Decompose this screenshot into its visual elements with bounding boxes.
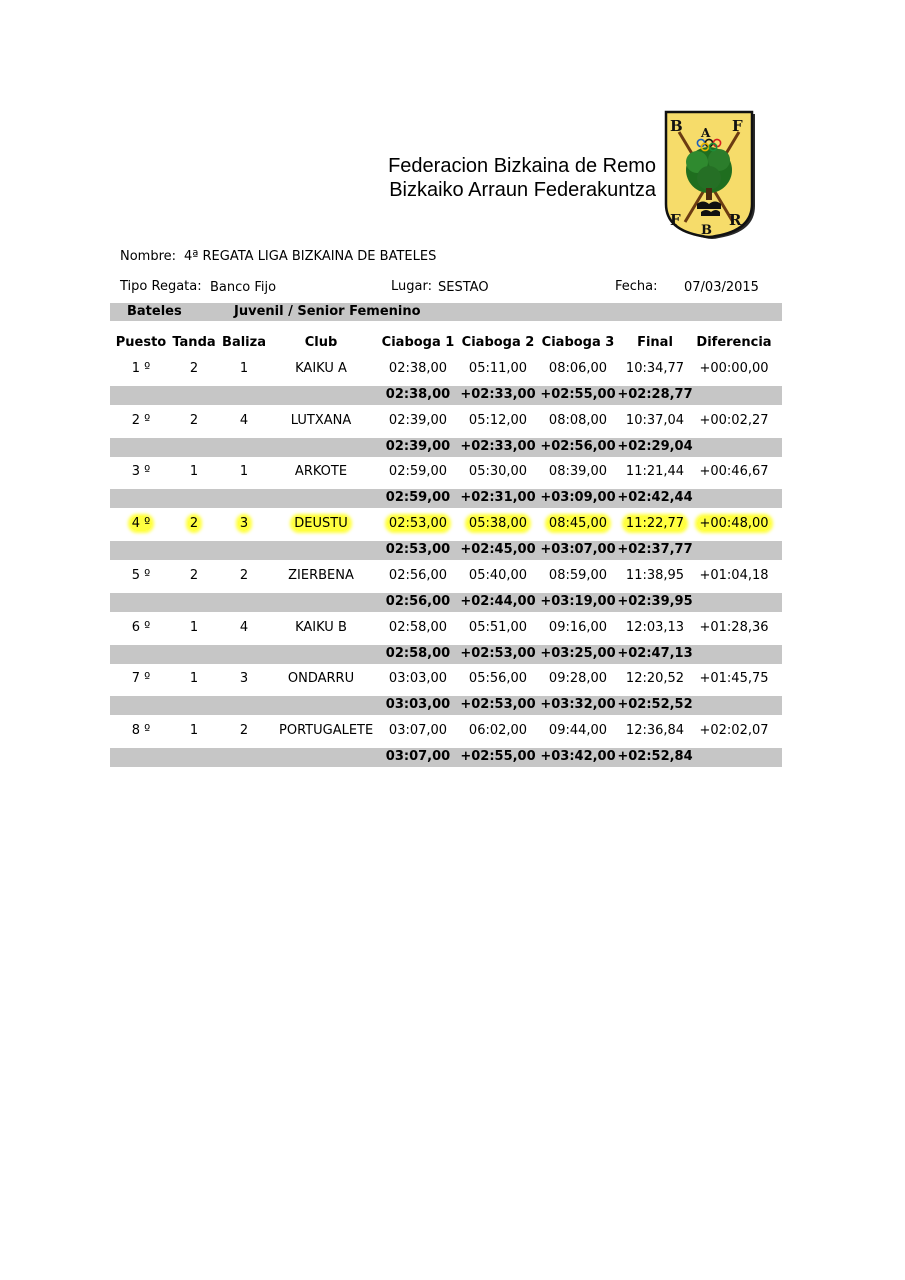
- row-7-col-tanda: 1: [189, 671, 199, 687]
- row-7-col-final: 12:20,52: [625, 671, 685, 687]
- row-2-col-ciaboga-3: 08:08,00: [548, 412, 608, 428]
- row-1-col-club: KAIKU A: [295, 361, 347, 376]
- row-8-col-tanda: 1: [189, 722, 199, 738]
- row-5-col-ciaboga-1: 02:56,00: [388, 567, 448, 583]
- row-3-col-ciaboga-2: 05:30,00: [468, 464, 528, 480]
- federation-name-spanish: Federacion Bizkaina de Remo: [388, 155, 656, 177]
- row-8-col-ciaboga-1: 03:07,00: [388, 722, 448, 738]
- header-col-puesto: Puesto: [115, 335, 167, 350]
- logo-letter-b-top: B: [670, 117, 683, 135]
- row-3-partial-1: 02:59,00: [385, 490, 451, 506]
- row-4-col-baliza: [202, 516, 286, 532]
- nombre-value: 4ª REGATA LIGA BIZKAINA DE BATELES: [184, 249, 437, 264]
- row-3-col-puesto: 3 º: [131, 464, 151, 480]
- category-band: [110, 303, 782, 321]
- row-4-col-club: [279, 516, 363, 532]
- header-col-tanda: Tanda: [172, 335, 216, 350]
- highlight-mark: 11:22,77: [625, 516, 685, 532]
- row-3-partial-2: +02:31,00: [460, 490, 536, 506]
- row-6-col-diferencia: +01:28,36: [699, 619, 769, 635]
- row-5-partial-1: 02:56,00: [385, 593, 451, 609]
- row-5-col-ciaboga-2: 05:40,00: [468, 567, 528, 583]
- nombre-label: Nombre:: [120, 249, 177, 264]
- row-5-col-ciaboga-3: 08:59,00: [548, 567, 608, 583]
- tipo-regata-value: Banco Fijo: [210, 280, 277, 295]
- row-1-col-ciaboga-3: 08:06,00: [548, 361, 608, 376]
- header-col-diferencia: Diferencia: [696, 335, 772, 350]
- logo-letter-b-bottom: B: [701, 223, 712, 238]
- row-2-col-ciaboga-2: 05:12,00: [468, 412, 528, 428]
- row-4-partial-2: +02:45,00: [460, 542, 536, 558]
- row-3-partial-4: +02:42,44: [617, 490, 693, 506]
- row-4-col-diferencia: [692, 516, 776, 532]
- row-3-col-tanda: 1: [189, 464, 199, 480]
- row-7-partial-1: 03:03,00: [385, 697, 451, 713]
- highlight-mark: 08:45,00: [548, 516, 608, 532]
- row-7-partial-3: +03:32,00: [540, 697, 616, 713]
- row-2-partial-3: +02:56,00: [540, 438, 616, 454]
- header-col-final: Final: [637, 335, 673, 350]
- federation-name-basque: Bizkaiko Arraun Federakuntza: [389, 179, 656, 201]
- row-6-col-ciaboga-3: 09:16,00: [548, 619, 608, 635]
- row-1-partial-2: +02:33,00: [460, 387, 536, 402]
- tipo-regata-label: Tipo Regata:: [120, 279, 202, 294]
- row-7-col-baliza: 3: [239, 671, 249, 687]
- row-2-col-club: LUTXANA: [290, 412, 352, 428]
- row-1-partial-3: +02:55,00: [540, 387, 616, 402]
- highlight-mark: 05:38,00: [468, 516, 528, 532]
- row-8-col-club: PORTUGALETE: [279, 722, 374, 738]
- row-6-partial-2: +02:53,00: [460, 645, 536, 661]
- row-3-col-final: 11:21,44: [625, 464, 685, 480]
- row-1-col-tanda: 2: [189, 361, 199, 376]
- row-1-partial-4: +02:28,77: [617, 387, 693, 402]
- lugar-value: SESTAO: [438, 280, 489, 295]
- row-8-col-ciaboga-2: 06:02,00: [468, 722, 528, 738]
- row-8-col-final: 12:36,84: [625, 722, 685, 738]
- row-2-partial-4: +02:29,04: [617, 438, 693, 454]
- row-1-partial-1: 02:38,00: [385, 387, 451, 402]
- row-6-partial-3: +03:25,00: [540, 645, 616, 661]
- row-8-col-diferencia: +02:02,07: [699, 722, 769, 738]
- row-5-col-diferencia: +01:04,18: [699, 567, 769, 583]
- row-5-col-tanda: 2: [189, 567, 199, 583]
- row-5-col-baliza: 2: [239, 567, 249, 583]
- row-6-partial-4: +02:47,13: [617, 645, 693, 661]
- row-5-partial-3: +03:19,00: [540, 593, 616, 609]
- row-1-col-ciaboga-1: 02:38,00: [388, 361, 448, 376]
- fecha-value: 07/03/2015: [684, 280, 759, 295]
- row-4-col-final: [613, 516, 697, 532]
- row-4-col-ciaboga-2: [456, 516, 540, 532]
- federation-logo: [663, 110, 759, 242]
- row-3-col-ciaboga-1: 02:59,00: [388, 464, 448, 480]
- highlight-mark: 2: [189, 516, 199, 532]
- row-5-col-puesto: 5 º: [131, 567, 151, 583]
- row-6-col-final: 12:03,13: [625, 619, 685, 635]
- row-2-col-final: 10:37,04: [625, 412, 685, 428]
- row-1-col-final: 10:34,77: [625, 361, 685, 376]
- row-6-col-puesto: 6 º: [131, 619, 151, 635]
- row-8-col-ciaboga-3: 09:44,00: [548, 722, 608, 738]
- row-8-partial-4: +02:52,84: [617, 748, 693, 764]
- row-3-col-club: ARKOTE: [294, 464, 348, 480]
- row-7-partial-2: +02:53,00: [460, 697, 536, 713]
- row-8-partial-3: +03:42,00: [540, 748, 616, 764]
- row-1-col-puesto: 1 º: [131, 361, 151, 376]
- row-4-col-ciaboga-1: [376, 516, 460, 532]
- lugar-label: Lugar:: [391, 279, 432, 294]
- logo-letter-f-bottom: F: [670, 211, 681, 229]
- row-6-col-ciaboga-1: 02:58,00: [388, 619, 448, 635]
- header-col-ciaboga-1: Ciaboga 1: [381, 335, 455, 350]
- row-2-partial-1: 02:39,00: [385, 438, 451, 454]
- row-4-partial-1: 02:53,00: [385, 542, 451, 558]
- row-7-col-ciaboga-1: 03:03,00: [388, 671, 448, 687]
- row-3-col-ciaboga-3: 08:39,00: [548, 464, 608, 480]
- row-2-col-puesto: 2 º: [131, 412, 151, 428]
- row-2-col-ciaboga-1: 02:39,00: [388, 412, 448, 428]
- row-6-col-ciaboga-2: 05:51,00: [468, 619, 528, 635]
- header-col-club: Club: [304, 335, 338, 350]
- row-8-partial-1: 03:07,00: [385, 748, 451, 764]
- row-7-col-club: ONDARRU: [287, 671, 355, 687]
- fecha-label: Fecha:: [615, 279, 658, 294]
- row-4-col-ciaboga-3: [536, 516, 620, 532]
- row-3-partial-3: +03:09,00: [540, 490, 616, 506]
- row-8-partial-2: +02:55,00: [460, 748, 536, 764]
- row-7-partial-4: +02:52,52: [617, 697, 693, 713]
- row-6-col-tanda: 1: [189, 619, 199, 635]
- logo-letter-f-top: F: [732, 117, 743, 135]
- row-8-col-baliza: 2: [239, 722, 249, 738]
- row-8-col-puesto: 8 º: [131, 722, 151, 738]
- row-6-col-baliza: 4: [239, 619, 249, 635]
- row-7-col-ciaboga-2: 05:56,00: [468, 671, 528, 687]
- highlight-mark: DEUSTU: [294, 516, 348, 532]
- logo-letter-a-top: A: [701, 126, 711, 140]
- row-1-col-baliza: 1: [239, 361, 249, 376]
- row-7-col-ciaboga-3: 09:28,00: [548, 671, 608, 687]
- highlight-mark: 02:53,00: [388, 516, 448, 532]
- header-col-ciaboga-3: Ciaboga 3: [541, 335, 615, 350]
- row-7-col-diferencia: +01:45,75: [699, 671, 769, 687]
- row-5-col-club: ZIERBENA: [288, 567, 354, 583]
- row-1-col-ciaboga-2: 05:11,00: [468, 361, 528, 376]
- category-boat: Bateles: [127, 304, 182, 319]
- row-1-col-diferencia: +00:00,00: [699, 361, 769, 376]
- row-6-col-club: KAIKU B: [295, 619, 347, 635]
- row-2-col-tanda: 2: [189, 412, 199, 428]
- header-col-ciaboga-2: Ciaboga 2: [461, 335, 535, 350]
- highlight-mark: 3: [239, 516, 249, 532]
- row-4-partial-4: +02:37,77: [617, 542, 693, 558]
- row-2-col-baliza: 4: [239, 412, 249, 428]
- row-3-col-diferencia: +00:46,67: [699, 464, 769, 480]
- highlight-mark: 4 º: [131, 516, 151, 532]
- row-2-col-diferencia: +00:02,27: [699, 412, 769, 428]
- row-6-partial-1: 02:58,00: [385, 645, 451, 661]
- row-4-partial-3: +03:07,00: [540, 542, 616, 558]
- highlight-mark: +00:48,00: [699, 516, 769, 532]
- row-5-partial-4: +02:39,95: [617, 593, 693, 609]
- header-col-baliza: Baliza: [222, 335, 266, 350]
- row-5-partial-2: +02:44,00: [460, 593, 536, 609]
- row-5-col-final: 11:38,95: [625, 567, 685, 583]
- logo-letter-r-bottom: R: [729, 211, 742, 229]
- row-3-col-baliza: 1: [239, 464, 249, 480]
- category-name: Juvenil / Senior Femenino: [234, 304, 421, 319]
- row-7-col-puesto: 7 º: [131, 671, 151, 687]
- row-2-partial-2: +02:33,00: [460, 438, 536, 454]
